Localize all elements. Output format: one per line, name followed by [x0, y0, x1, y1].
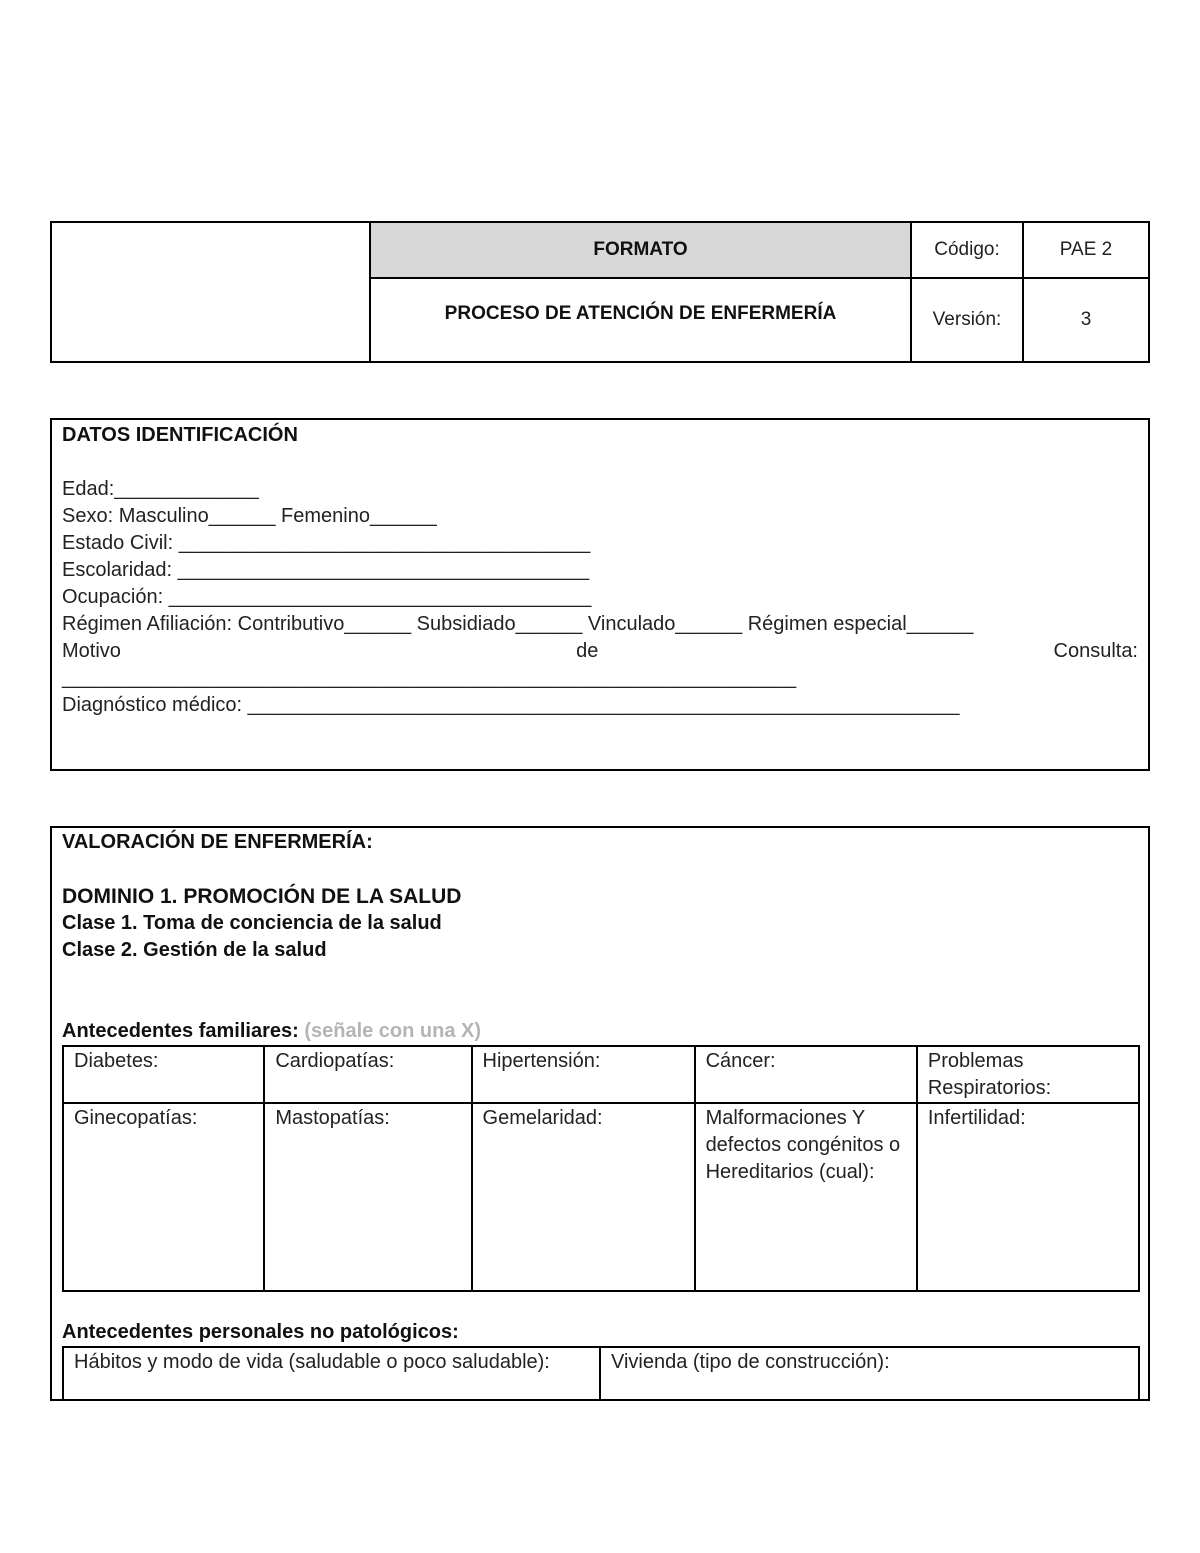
antecedentes-familiares-heading — [62, 1018, 1138, 1045]
edad-field[interactable]: Edad:_____________ — [62, 478, 259, 500]
estado-civil-field[interactable]: Estado Civil: _____________________________________ — [62, 532, 591, 554]
version-label: Versión: — [912, 279, 1024, 361]
motivo-consulta-field[interactable]: __________________________________________________________________ — [62, 667, 797, 689]
clase2-heading: Clase 2. Gestión de la salud — [62, 939, 327, 961]
codigo-label: Código: — [912, 223, 1024, 279]
logo-cell — [52, 223, 371, 361]
motivo-consulta-label — [62, 638, 1138, 665]
datos-title: DATOS IDENTIFICACIÓN — [62, 424, 298, 446]
valoracion-title: VALORACIÓN DE ENFERMERÍA: — [62, 831, 373, 853]
valoracion-section — [50, 826, 1150, 1401]
sexo-field[interactable]: Sexo: Masculino______ Femenino______ — [62, 505, 437, 527]
regimen-afiliacion-field[interactable]: Régimen Afiliación: Contributivo______ Subsidiado______ Vinculado______ Régimen especial______ — [62, 613, 974, 635]
hipertension-cell[interactable]: Hipertensión: — [472, 1046, 695, 1103]
diagnostico-field[interactable]: Diagnóstico médico: ________________________________________________________________ — [62, 694, 960, 716]
motivo-word: Motivo — [62, 640, 121, 662]
gemelaridad-cell[interactable]: Gemelaridad: — [472, 1103, 695, 1291]
malformaciones-cell[interactable]: Malformaciones Y defectos congénitos o Hereditarios (cual): — [695, 1103, 917, 1291]
de-word: de — [576, 640, 599, 662]
consulta-word: Consulta: — [1053, 640, 1138, 662]
escolaridad-field[interactable]: Escolaridad: _____________________________________ — [62, 559, 590, 581]
document-title: PROCESO DE ATENCIÓN DE ENFERMERÍA — [371, 279, 912, 361]
mastopatias-cell[interactable]: Mastopatías: — [264, 1103, 471, 1291]
familiares-hint: (señale con una X) — [304, 1020, 482, 1042]
version-value: 3 — [1080, 309, 1092, 330]
codigo-value: PAE 2 — [1024, 223, 1148, 279]
datos-identificacion-section — [50, 418, 1150, 771]
antecedentes-familiares-table — [62, 1045, 1140, 1292]
ocupacion-field[interactable]: Ocupación: ______________________________________ — [62, 586, 592, 608]
antecedentes-personales-table — [62, 1346, 1140, 1401]
ginecopatias-cell[interactable]: Ginecopatías: — [63, 1103, 264, 1291]
diabetes-cell[interactable]: Diabetes: — [63, 1046, 264, 1103]
cardiopatias-cell[interactable]: Cardiopatías: — [264, 1046, 471, 1103]
formato-label: FORMATO — [371, 223, 912, 279]
clase1-heading: Clase 1. Toma de conciencia de la salud — [62, 912, 442, 934]
problemas-respiratorios-cell[interactable]: Problemas Respiratorios: — [917, 1046, 1139, 1103]
vivienda-cell[interactable]: Vivienda (tipo de construcción): — [600, 1347, 1139, 1401]
cancer-cell[interactable]: Cáncer: — [695, 1046, 917, 1103]
document-header-table — [50, 221, 1150, 363]
dominio-heading: DOMINIO 1. PROMOCIÓN DE LA SALUD — [62, 885, 462, 908]
antecedentes-personales-heading: Antecedentes personales no patológicos: — [62, 1321, 459, 1343]
habitos-cell[interactable]: Hábitos y modo de vida (saludable o poco saludable): — [63, 1347, 600, 1401]
familiares-label: Antecedentes familiares: — [62, 1020, 299, 1042]
infertilidad-cell[interactable]: Infertilidad: — [917, 1103, 1139, 1291]
